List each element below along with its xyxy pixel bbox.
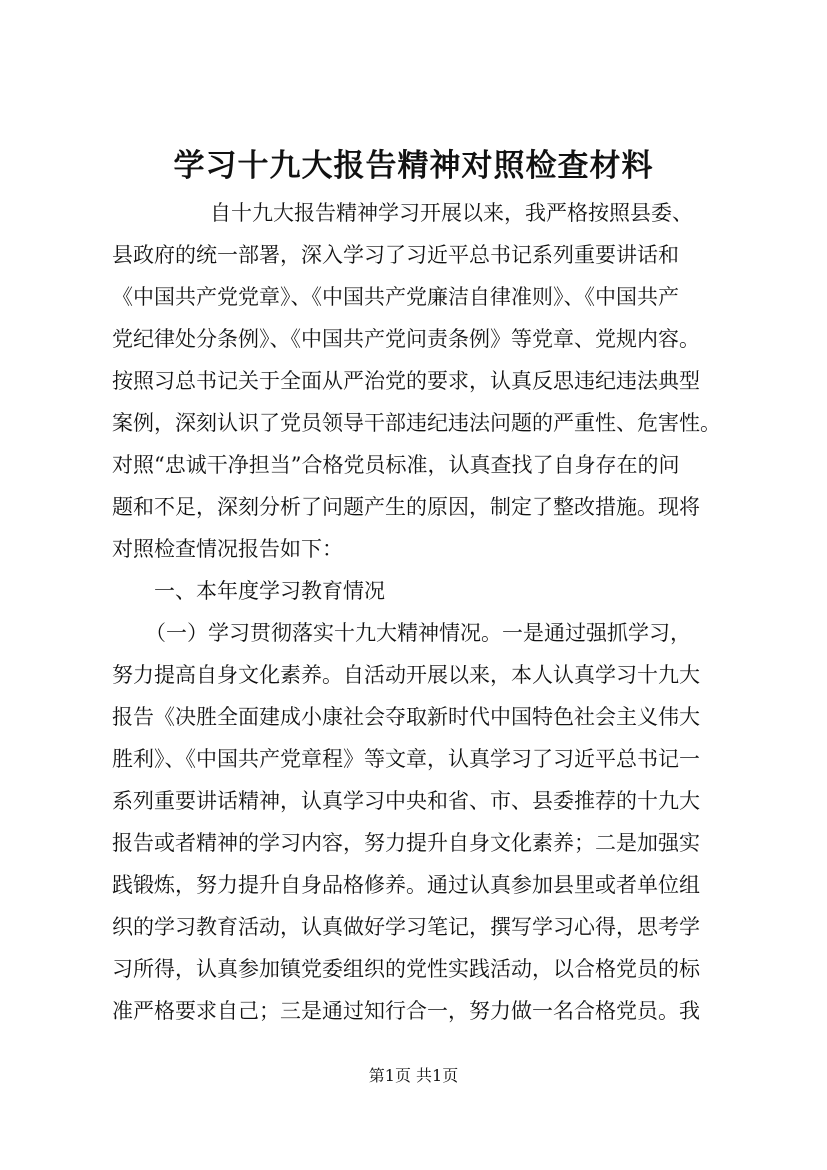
body-line: 案例，深刻认识了党员领导干部违纪违法问题的严重性、危害性。: [112, 411, 721, 435]
body-line: （一）学习贯彻落实十九大精神情况。一是通过强抓学习，: [145, 621, 691, 645]
body-line: 报告《决胜全面建成小康社会夺取新时代中国特色社会主义伟大: [112, 705, 700, 729]
page-number-footer: 第1页 共1页: [368, 1066, 459, 1085]
body-line: 系列重要讲话精神，认真学习中央和省、市、县委推荐的十九大: [112, 789, 700, 813]
body-line: 按照习总书记关于全面从严治党的要求，认真反思违纪违法典型: [112, 369, 700, 393]
body-line: 报告或者精神的学习内容，努力提升自身文化素养；二是加强实: [112, 831, 700, 855]
body-line: 努力提高自身文化素养。自活动开展以来，本人认真学习十九大: [112, 663, 700, 687]
body-line: 自十九大报告精神学习开展以来，我严格按照县委、: [210, 201, 693, 225]
body-line: 《中国共产党党章》、《中国共产党廉洁自律准则》、《中国共产: [112, 285, 679, 309]
body-line: 织的学习教育活动，认真做好学习笔记，撰写学习心得，思考学: [112, 915, 700, 939]
body-line: 胜利》、《中国共产党章程》等文章，认真学习了习近平总书记一: [112, 747, 700, 771]
section-heading: 一、本年度学习教育情况: [154, 579, 385, 603]
body-line: 对照检查情况报告如下：: [112, 537, 343, 561]
body-line: 党纪律处分条例》、《中国共产党问责条例》等党章、党规内容。: [112, 327, 700, 351]
body-line: 题和不足，深刻分析了问题产生的原因，制定了整改措施。现将: [112, 495, 700, 519]
body-line: 对照“忠诚干净担当”合格党员标准，认真查找了自身存在的问: [112, 453, 680, 477]
body-line: 践锻炼，努力提升自身品格修养。通过认真参加县里或者单位组: [112, 873, 700, 897]
body-line: 习所得，认真参加镇党委组织的党性实践活动，以合格党员的标: [112, 957, 700, 981]
document-title: 学习十九大报告精神对照检查材料: [173, 148, 654, 184]
body-line: 县政府的统一部署，深入学习了习近平总书记系列重要讲话和: [112, 243, 679, 267]
body-line: 准严格要求自己；三是通过知行合一，努力做一名合格党员。我: [112, 999, 700, 1023]
